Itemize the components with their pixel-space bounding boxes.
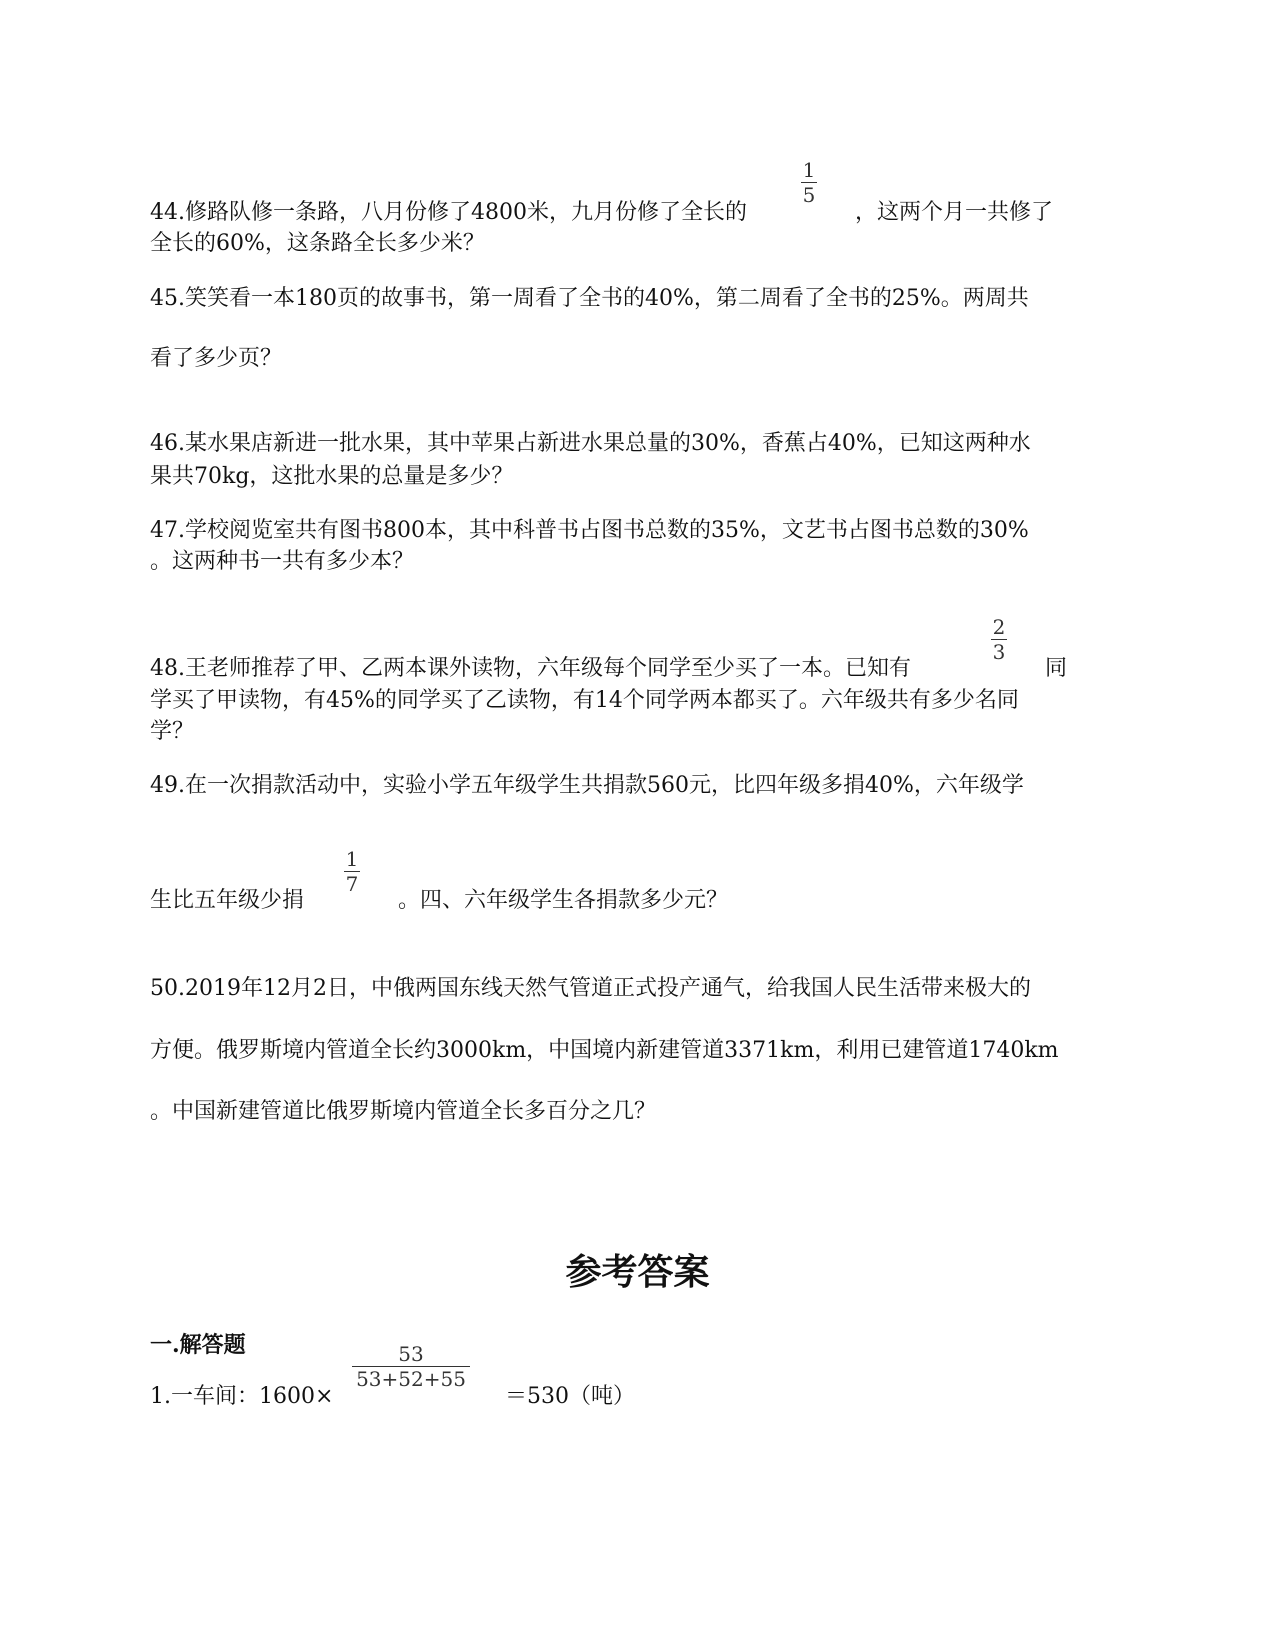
fraction-numerator: 53 [398, 1342, 424, 1366]
fraction-one-seventh [344, 847, 360, 896]
section-title: 一.解答题 [150, 1332, 246, 1358]
problem-48-line2: 学买了甲读物，有45%的同学买了乙读物，有14个同学两本都买了。六年级共有多少名同 [150, 688, 1019, 713]
problem-47-line2: 。这两种书一共有多少本？ [150, 549, 415, 574]
fraction-numerator: 2 [992, 615, 1006, 639]
problem-48-line1b: 同 [1045, 656, 1068, 681]
fraction-numerator: 1 [802, 158, 816, 182]
problem-48-line3: 学？ [150, 719, 195, 744]
fraction-denominator: 3 [992, 640, 1006, 664]
problem-50-line1: 50.2019年12月2日，中俄两国东线天然气管道正式投产通气，给我国人民生活带来极大的 [150, 976, 1031, 1001]
problem-49-line1: 49.在一次捐款活动中，实验小学五年级学生共捐款560元，比四年级多捐40%，六年级学 [150, 773, 1024, 798]
fraction-denominator: 53+52+55 [356, 1367, 466, 1391]
problem-44-line1b: ，这两个月一共修了 [855, 200, 1054, 225]
problem-48-line1a: 48.王老师推荐了甲、乙两本课外读物，六年级每个同学至少买了一本。已知有 [150, 656, 911, 681]
answer-1-prefix: 1.一车间：1600× [150, 1384, 334, 1409]
fraction-numerator: 1 [345, 847, 359, 871]
fraction-denominator: 5 [802, 183, 816, 207]
problem-50-line3: 。中国新建管道比俄罗斯境内管道全长多百分之几？ [150, 1099, 657, 1124]
problem-45-line1: 45.笑笑看一本180页的故事书，第一周看了全书的40%，第二周看了全书的25%。两周共 [150, 286, 1029, 311]
answers-heading: 参考答案 [565, 1251, 710, 1293]
fraction-denominator: 7 [345, 872, 359, 896]
problem-47-line1: 47.学校阅览室共有图书800本，其中科普书占图书总数的35%，文艺书占图书总数的30% [150, 518, 1029, 543]
problem-50-line2: 方便。俄罗斯境内管道全长约3000km，中国境内新建管道3371km，利用已建管道1740km [150, 1038, 1059, 1063]
fraction-two-thirds [991, 615, 1007, 664]
answer-1-suffix: ＝530（吨） [505, 1384, 635, 1409]
problem-45-line2: 看了多少页？ [150, 346, 283, 371]
problem-46-line1: 46.某水果店新进一批水果，其中苹果占新进水果总量的30%，香蕉占40%，已知这两种水 [150, 431, 1031, 456]
fraction-answer-1 [352, 1342, 470, 1391]
problem-46-line2: 果共70kg，这批水果的总量是多少？ [150, 464, 514, 489]
problem-44-line1a: 44.修路队修一条路，八月份修了4800米，九月份修了全长的 [150, 200, 747, 225]
problem-49-line2b: 。四、六年级学生各捐款多少元？ [398, 888, 729, 913]
problem-49-line2a: 生比五年级少捐 [150, 888, 305, 913]
fraction-one-fifth [801, 158, 817, 207]
problem-44-line2: 全长的60%，这条路全长多少米？ [150, 231, 485, 256]
